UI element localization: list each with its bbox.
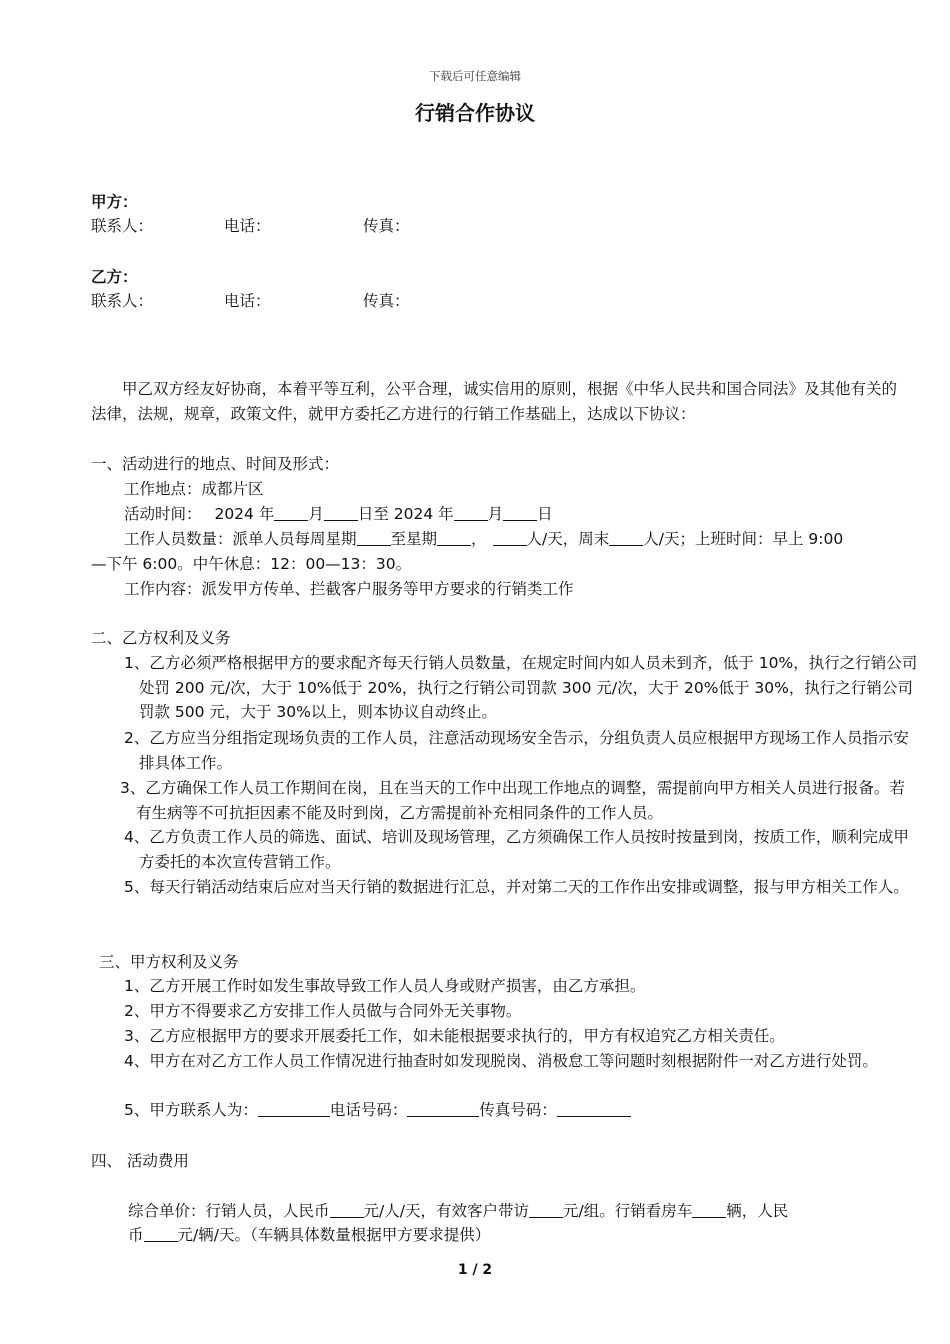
section3-item-5: 5、甲方联系人为： 电话号码： 传真号码：: [124, 1098, 631, 1122]
blank-car-price[interactable]: [144, 1226, 178, 1242]
party-b-fax: 传真：: [363, 292, 410, 310]
activity-time: 活动时间： 2024 年 月 日至 2024 年 月 日: [124, 505, 553, 523]
party-b-phone: 电话：: [224, 292, 271, 310]
section1-title: 一、活动进行的地点、时间及形式：: [91, 455, 340, 473]
staff-count: 工作人员数量：派单人员每周星期 至星期 ， 人/天，周末 人/天；上班时间：早上 9:00: [124, 530, 844, 548]
blank-day-1[interactable]: [324, 505, 358, 521]
blank-client-price[interactable]: [529, 1202, 563, 1218]
work-content: 工作内容：派发甲方传单、拦截客户服务等甲方要求的行销类工作: [124, 580, 574, 598]
section2-item-3: 3、乙方确保工作人员工作期间在岗，且在当天的工作中出现工作地点的调整，需提前向甲方相关人员进行报备。若有生病等不可抗拒因素不能及时到岗，乙方需提前补充相同条件的工作人员。: [120, 779, 905, 822]
party-a-contact: 联系人：: [91, 217, 154, 235]
party-a-fax: 传真：: [363, 217, 410, 235]
party-a-label: 甲方：: [91, 193, 138, 211]
blank-weekend-staff[interactable]: [609, 530, 643, 546]
section3-item-4: 4、甲方在对乙方工作人员工作情况进行抽查时如发现脱岗、消极怠工等问题时刻根据附件一对乙方进行处罚。: [124, 1052, 878, 1070]
fee-line-2: 币 元/辆/天。（车辆具体数量根据甲方要求提供）: [128, 1226, 491, 1244]
blank-staff-price[interactable]: [330, 1202, 364, 1218]
blank-weekday-staff[interactable]: [493, 530, 527, 546]
section4-title: 四、 活动费用: [91, 1152, 189, 1170]
party-b-contact: 联系人：: [91, 292, 154, 310]
party-b-label: 乙方：: [91, 268, 138, 286]
blank-month-1[interactable]: [274, 505, 308, 521]
blank-weekday-end[interactable]: [437, 530, 471, 546]
section3-title: 三、甲方权利及义务: [99, 953, 239, 971]
document-title: 行销合作协议: [415, 101, 535, 125]
section2-item-1: 1、乙方必须严格根据甲方的要求配齐每天行销人员数量，在规定时间内如人员未到齐，低于 10%，执行之行销公司处罚 200 元/次，大于 10%低于 20%，执行之行销公司罚款 300 元/次，大于 20%低于 30%，执行之行销公司罚款 500 元，大于 30%以上，则本协议自动终止。: [124, 654, 918, 721]
blank-month-2[interactable]: [454, 505, 488, 521]
work-location: 工作地点：成都片区: [124, 480, 264, 498]
blank-weekday-start[interactable]: [357, 530, 391, 546]
section3-item-3: 3、乙方应根据甲方的要求开展委托工作，如未能根据要求执行的，甲方有权追究乙方相关责任。: [124, 1027, 785, 1045]
section3-item-2: 2、甲方不得要求乙方安排工作人员做与合同外无关事物。: [124, 1002, 522, 1020]
header-note: 下载后可任意编辑: [429, 69, 521, 83]
section2-item-5: 5、每天行销活动结束后应对当天行销的数据进行汇总，并对第二天的工作作出安排或调整，报与甲方相关工作人。: [124, 878, 909, 896]
section2-title: 二、乙方权利及义务: [91, 629, 231, 647]
section2-item-2: 2、乙方应当分组指定现场负责的工作人员，注意活动现场安全告示，分组负责人员应根据甲方现场工作人员指示安排具体工作。: [124, 729, 909, 772]
fee-line-1: 综合单价：行销人员，人民币 元/人/天，有效客户带访 元/组。行销看房车 辆，人民: [128, 1202, 789, 1220]
party-a-phone: 电话：: [224, 217, 271, 235]
blank-party-a-fax[interactable]: [557, 1101, 631, 1117]
page-number: 1 / 2: [457, 1262, 493, 1278]
section3-item-1: 1、乙方开展工作时如发生事故导致工作人员人身或财产损害，由乙方承担。: [124, 977, 646, 995]
blank-car-count[interactable]: [692, 1202, 726, 1218]
blank-party-a-phone[interactable]: [407, 1101, 479, 1117]
section2-item-4: 4、乙方负责工作人员的筛选、面试、培训及现场管理，乙方须确保工作人员按时按量到岗，按质工作，顺利完成甲方委托的本次宣传营销工作。: [124, 828, 909, 871]
blank-day-2[interactable]: [503, 505, 537, 521]
intro-paragraph: 甲乙双方经友好协商，本着平等互利，公平合理，诚实信用的原则，根据《中华人民共和国合同法》及其他有关的法律，法规，规章，政策文件，就甲方委托乙方进行的行销工作基础上，达成以下协议：: [91, 380, 898, 423]
work-hours: —下午 6:00。中午休息：12：00—13：30。: [91, 555, 412, 573]
blank-party-a-contact[interactable]: [258, 1101, 330, 1117]
